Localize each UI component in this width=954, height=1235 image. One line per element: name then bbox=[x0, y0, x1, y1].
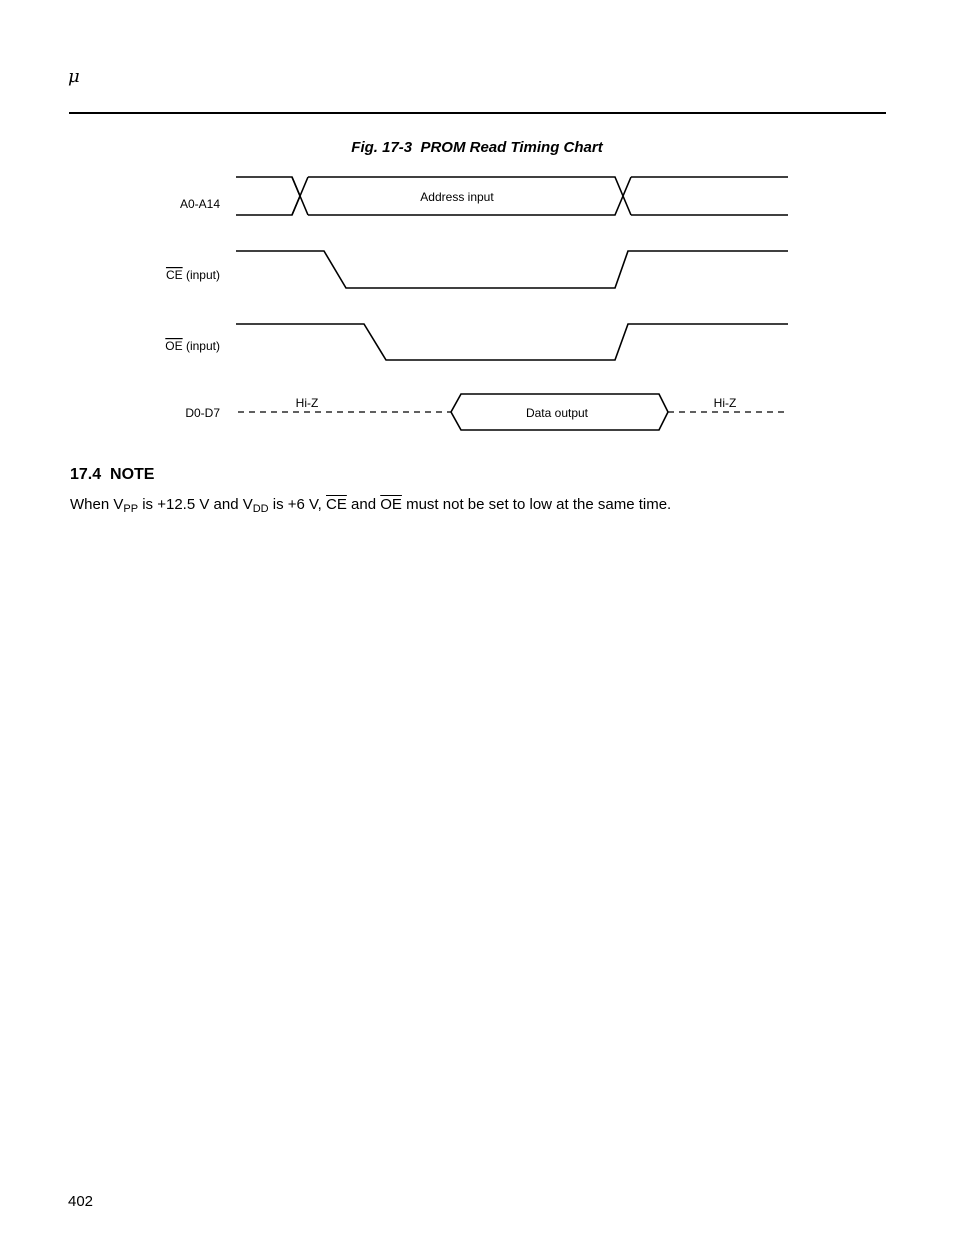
signal-label-address: A0-A14 bbox=[179, 197, 220, 211]
address-bus-waveform bbox=[236, 177, 300, 215]
note-oe-signal: $\overline{OE}$ bbox=[380, 496, 402, 513]
header-rule bbox=[69, 112, 886, 114]
timing-chart bbox=[0, 160, 954, 450]
note-sub-vdd: DD bbox=[252, 503, 269, 515]
note-part-3: is +6 V, bbox=[268, 496, 327, 513]
address-bus-waveform-mid bbox=[292, 177, 788, 215]
figure-caption-text: Fig. 17-3 PROM Read Timing Chart bbox=[351, 139, 603, 156]
hiz-right-label: Hi-Z bbox=[713, 396, 737, 410]
section-heading: 17.4 NOTE bbox=[70, 466, 155, 483]
note-sub-vpp: PP bbox=[123, 503, 139, 515]
note-part-1: When V bbox=[70, 496, 124, 513]
oe-signal-name: OE bbox=[165, 339, 183, 353]
note-part-2: is +12.5 V and V bbox=[138, 496, 253, 513]
header-mu-symbol: μ bbox=[68, 66, 80, 87]
note-ce-signal: $\overline{CE}$ bbox=[326, 496, 347, 513]
signal-label-oe bbox=[165, 339, 220, 353]
figure-caption bbox=[0, 139, 954, 156]
ce-signal-suffix: (input) bbox=[182, 268, 220, 282]
hiz-left-label: Hi-Z bbox=[295, 396, 319, 410]
address-input-label: Address input bbox=[420, 190, 494, 204]
ce-signal-name: CE bbox=[165, 268, 183, 282]
note-paragraph bbox=[70, 496, 671, 515]
oe-signal-suffix: (input) bbox=[182, 339, 220, 353]
data-output-label: Data output bbox=[525, 406, 589, 420]
note-part-4: and bbox=[346, 496, 381, 513]
oe-waveform bbox=[236, 324, 788, 360]
signal-label-data: D0-D7 bbox=[185, 406, 220, 420]
signal-label-ce bbox=[166, 268, 220, 282]
ce-waveform bbox=[236, 251, 788, 288]
note-part-5: must not be set to low at the same time. bbox=[401, 496, 672, 513]
page-number: 402 bbox=[68, 1193, 94, 1210]
